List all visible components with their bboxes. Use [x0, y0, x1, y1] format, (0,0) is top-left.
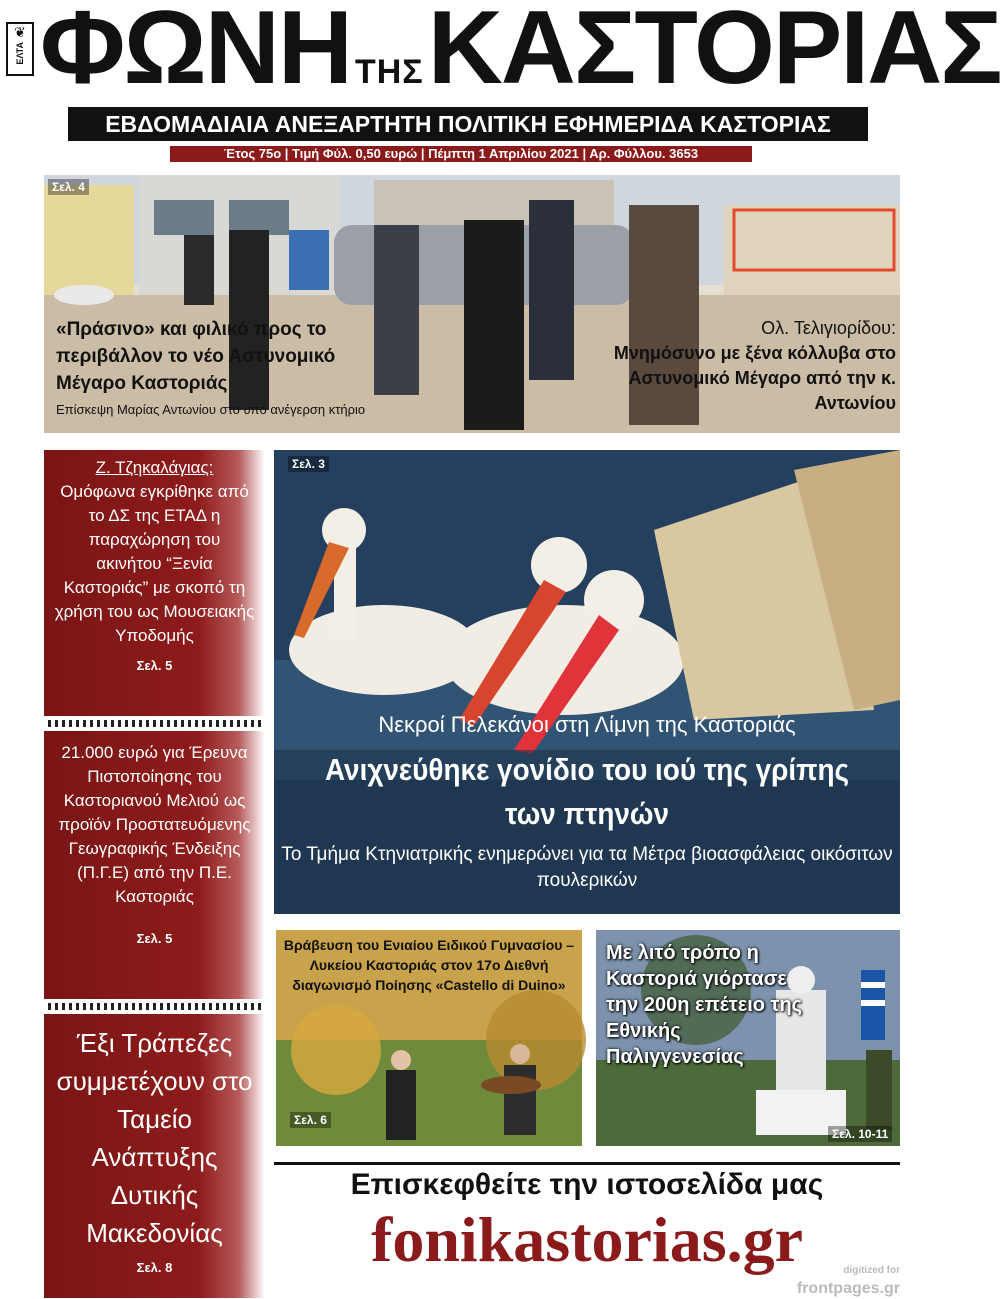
title-mid: ΤΗΣ [354, 53, 424, 91]
top-story-page: Σελ. 4 [48, 179, 89, 195]
website-divider [274, 1162, 900, 1165]
bird-icon: ❦ [14, 24, 26, 40]
website-visit-text: Επισκεφθείτε την ιστοσελίδα μας [350, 1168, 824, 1201]
top-left-subheadline: Επίσκεψη Μαρίας Αντωνίου στο υπό ανέγερση κτήριο [56, 402, 366, 417]
main-story-page: Σελ. 3 [288, 456, 329, 472]
sidebar-divider-2 [44, 1003, 265, 1010]
independence-day-page: Σελ. 10-11 [828, 1126, 892, 1142]
watermark-line-2: frontpages.gr [796, 1280, 900, 1297]
watermark-line-1: digitized for [843, 1265, 900, 1276]
frontpages-watermark [778, 1262, 900, 1298]
elta-stamp [6, 22, 34, 76]
sidebar-box-1-name: Ζ. Τζηκαλάγιας: [95, 458, 214, 477]
title-left: ΦΩΝΗ [40, 0, 351, 106]
main-kicker: Νεκροί Πελεκάνοι στη Λίμνη της Καστοριάς [378, 712, 796, 737]
top-right-headline[interactable] [606, 316, 896, 416]
top-left-headline[interactable]: «Πράσινο» και φιλικό προς το περιβάλλον το νέο Αστυνομικό Μέγαρο Καστοριάς [56, 319, 336, 394]
sidebar-box-3-page: Σελ. 8 [136, 1260, 173, 1275]
website-url[interactable]: fonikastorias.gr [371, 1204, 803, 1275]
sidebar-box-2-page: Σελ. 5 [136, 931, 173, 946]
sidebar-box-1-page: Σελ. 5 [136, 658, 173, 673]
title-right: ΚΑΣΤΟΡΙΑΣ [427, 0, 1001, 106]
independence-day-headline[interactable]: Με λιτό τρόπο η Καστοριά γιόρτασε την 200η επέτειο της Εθνικής Παλιγγενεσίας [606, 942, 803, 1068]
sidebar-box-1[interactable] [44, 450, 265, 716]
top-right-lead: Ολ. Τελιγιορίδου: [761, 318, 896, 338]
stamp-label: ΕΛΤΑ [14, 42, 25, 65]
sidebar-box-1-text: Ομόφωνα εγκρίθηκε από το ΔΣ της ΕΤΑΔ η παραχώρηση του ακινήτου “Ξενία Καστοριάς” με σκοπό τη χρήση του ως Μουσειακής Υποδομής [54, 482, 255, 645]
sidebar-divider-1 [44, 720, 265, 727]
main-subheadline: Το Τμήμα Κτηνιατρικής ενημερώνει για τα Μέτρα βιοασφάλειας οικόσιτων πουλερικών [281, 844, 893, 891]
school-award-headline[interactable]: Βράβευση του Ενιαίου Ειδικού Γυμνασίου – Λυκείου Καστοριάς στον 17ο Διεθνή διαγωνισμό Ποίησης «Castello di Duino» [283, 937, 575, 993]
sidebar-box-2[interactable] [44, 731, 265, 999]
school-award-page: Σελ. 6 [290, 1112, 331, 1128]
issue-line: Έτος 75ο | Τιμή Φύλ. 0,50 ευρώ | Πέμπτη 1 Απριλίου 2021 | Αρ. Φύλλου. 3653 [170, 146, 752, 162]
main-headline[interactable]: Ανιχνεύθηκε γονίδιο του ιού της γρίπης των πτηνών [324, 752, 850, 831]
masthead-subtitle: ΕΒΔΟΜΑΔΙΑΙΑ ΑΝΕΞΑΡΤΗΤΗ ΠΟΛΙΤΙΚΗ ΕΦΗΜΕΡΙΔΑ ΚΑΣΤΟΡΙΑΣ [68, 107, 868, 141]
sidebar-box-2-text: 21.000 ευρώ για Έρευνα Πιστοποίησης του Καστοριανού Μελιού ως προϊόν Προστατευόμενης Γεωγραφικής Ένδειξης (Π.Γ.Ε) από την Π.Ε. Καστοριάς [58, 743, 251, 906]
top-right-title: Μνημόσυνο με ξένα κόλλυβα στο Αστυνομικό Μέγαρο από την κ. Αντωνίου [613, 343, 896, 413]
sidebar-box-3-text: Έξι Τράπεζες συμμετέχουν στο Ταμείο Ανάπτυξης Δυτικής Μακεδονίας [56, 1028, 253, 1248]
sidebar-box-3[interactable] [44, 1014, 265, 1298]
masthead-title [40, 0, 1001, 106]
